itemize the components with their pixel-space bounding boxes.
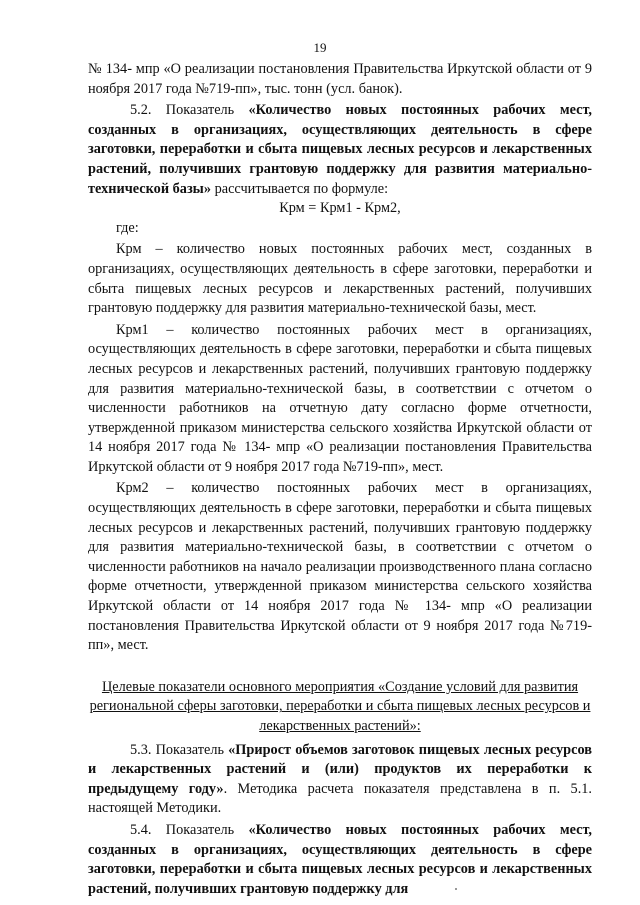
formula: Крм = Крм1 - Крм2,	[279, 200, 401, 217]
paragraph-5-4-indicator: «Количество новых постоянных рабочих мест, созданных в организациях, осуществляющих деятельность в сфере заготовки, переработки и сбыта пищевых лесных ресурсов и лекарственных растений, получивших грантовую поддержку для	[88, 821, 592, 897]
paragraph-5-2	[88, 101, 592, 199]
section-heading: Целевые показатели основного мероприятия «Создание условий для развития региональной сферы заготовки, переработки и сбыта пищевых лесных ресурсов и лекарственных растений»:	[89, 678, 591, 734]
paragraph-5-3-tail: . Методика расчета показателя представлена в п. 5.1. настоящей Методики.	[88, 780, 592, 817]
page-number: 19	[313, 40, 327, 55]
scan-speck	[455, 888, 457, 890]
paragraph-5-3	[88, 741, 592, 819]
definition-krm: Крм – количество новых постоянных рабочих мест, созданных в организациях, осуществляющих деятельность в сфере заготовки, переработки и сбыта пищевых лесных ресурсов и лекарственных растений, получивших грантовую поддержку для развития материально-технической базы, мест.	[88, 241, 592, 317]
paragraph-5-3-number: 5.3. Показатель	[130, 741, 229, 758]
definition-krm2: Крм2 – количество постоянных рабочих мест в организациях, осуществляющих деятельность в сфере заготовки, переработки и сбыта пищевых лесных ресурсов и лекарственных растений, получивших грантовую поддержку для развития материально-технической базы, в соответствии с отчетом о численности работников на начало реализации производственного плана согласно форме отчетности, утвержденной приказом министерства сельского хозяйства Иркутской области от 14 ноября 2017 года № 134- мпр «О реализации постановления Правительства Иркутской области от 9 ноября 2017 года №719-пп», мест.	[88, 480, 592, 654]
where-label: где:	[116, 219, 139, 236]
paragraph-5-4-number: 5.4. Показатель	[130, 821, 249, 838]
document-body	[88, 60, 592, 899]
paragraph-5-2-tail: рассчитывается по формуле:	[211, 180, 389, 197]
paragraph-5-4	[88, 821, 592, 899]
paragraph-5-2-number: 5.2. Показатель	[130, 102, 249, 119]
definition-krm1: Крм1 – количество постоянных рабочих мест в организациях, осуществляющих деятельность в сфере заготовки, переработки и сбыта пищевых лесных ресурсов и лекарственных растений, получивших грантовую поддержку для развития материально-технической базы, в соответствии с отчетом о численности работников на отчетную дату согласно форме отчетности, утвержденной приказом министерства сельского хозяйства Иркутской области от 14 ноября 2017 года № 134- мпр «О реализации постановления Правительства Иркутской области от 9 ноября 2017 года №719-пп», мест.	[88, 321, 592, 475]
paragraph-5-2-indicator: «Количество новых постоянных рабочих мест, созданных в организациях, осуществляющих деятельность в сфере заготовки, переработки и сбыта пищевых лесных ресурсов и лекарственных растений, получивших грантовую поддержку для развития материально-технической базы»	[88, 102, 592, 197]
intro-paragraph: № 134- мпр «О реализации постановления Правительства Иркутской области от 9 ноября 2017 года №719-пп», тыс. тонн (усл. банок).	[88, 61, 592, 97]
paragraph-5-3-indicator: «Прирост объемов заготовок пищевых лесных ресурсов и лекарственных растений и (или) продуктов их переработки к предыдущему году»	[88, 741, 592, 797]
